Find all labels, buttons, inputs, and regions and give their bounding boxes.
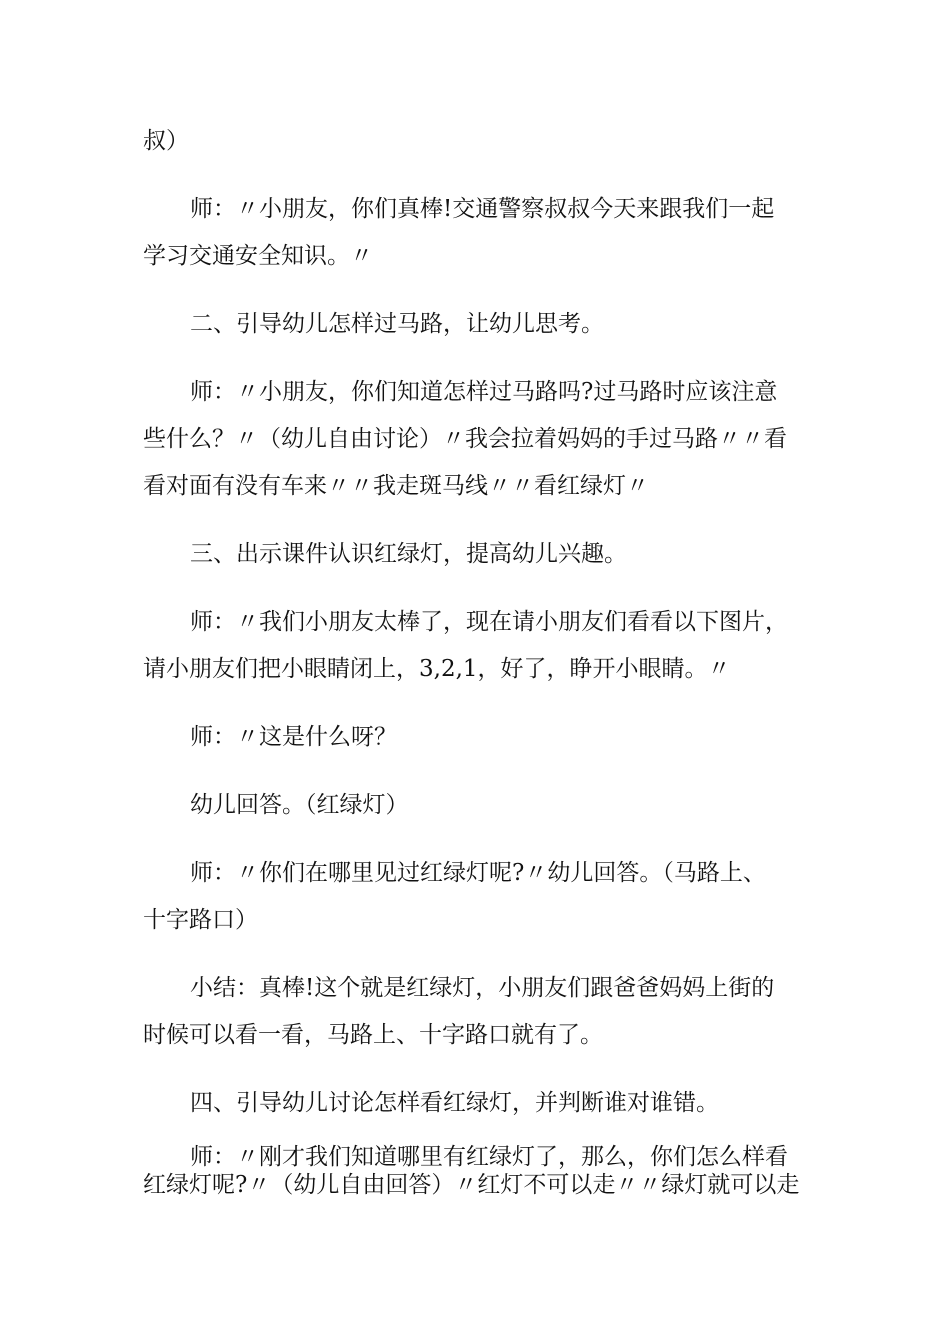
summary-line-2: 时候可以看一看，马路上、十字路口就有了。 <box>143 1022 603 1048</box>
text-line-12: 幼儿回答。（红绿灯） <box>190 792 409 818</box>
text-line-6: 些什么？〃（幼儿自由讨论）〃我会拉着妈妈的手过马路〃〃看 <box>143 426 787 452</box>
text-line-13: 师：〃你们在哪里见过红绿灯呢?〃幼儿回答。（马路上、 <box>190 860 766 886</box>
text-line-7: 看对面有没有车来〃〃我走斑马线〃〃看红绿灯〃 <box>143 473 649 499</box>
text-line-9: 师：〃我们小朋友太棒了，现在请小朋友们看看以下图片， <box>190 609 788 635</box>
section-heading-2: 二、引导幼儿怎样过马路，让幼儿思考。 <box>190 311 604 337</box>
text-line-19: 红绿灯呢?〃（幼儿自由回答）〃红灯不可以走〃〃绿灯就可以走 <box>143 1172 800 1198</box>
section-heading-4: 四、引导幼儿讨论怎样看红绿灯，并判断谁对谁错。 <box>190 1090 719 1116</box>
text-line-2: 师：〃小朋友，你们真棒!交通警察叔叔今天来跟我们一起 <box>190 196 775 222</box>
text-line-10: 请小朋友们把小眼睛闭上，3,2,1，好了，睁开小眼睛。〃 <box>143 656 731 682</box>
section-heading-3: 三、出示课件认识红绿灯，提高幼儿兴趣。 <box>190 541 627 567</box>
text-line-18: 师：〃刚才我们知道哪里有红绿灯了，那么，你们怎么样看 <box>190 1144 788 1170</box>
summary-line-1: 小结：真棒!这个就是红绿灯，小朋友们跟爸爸妈妈上街的 <box>190 975 775 1001</box>
text-line-1: 叔） <box>143 128 189 154</box>
text-line-11: 师：〃这是什么呀？ <box>190 724 397 750</box>
text-line-5: 师：〃小朋友，你们知道怎样过马路吗?过马路时应该注意 <box>190 379 778 405</box>
text-line-3: 学习交通安全知识。〃 <box>143 243 373 269</box>
text-line-14: 十字路口） <box>143 907 258 933</box>
